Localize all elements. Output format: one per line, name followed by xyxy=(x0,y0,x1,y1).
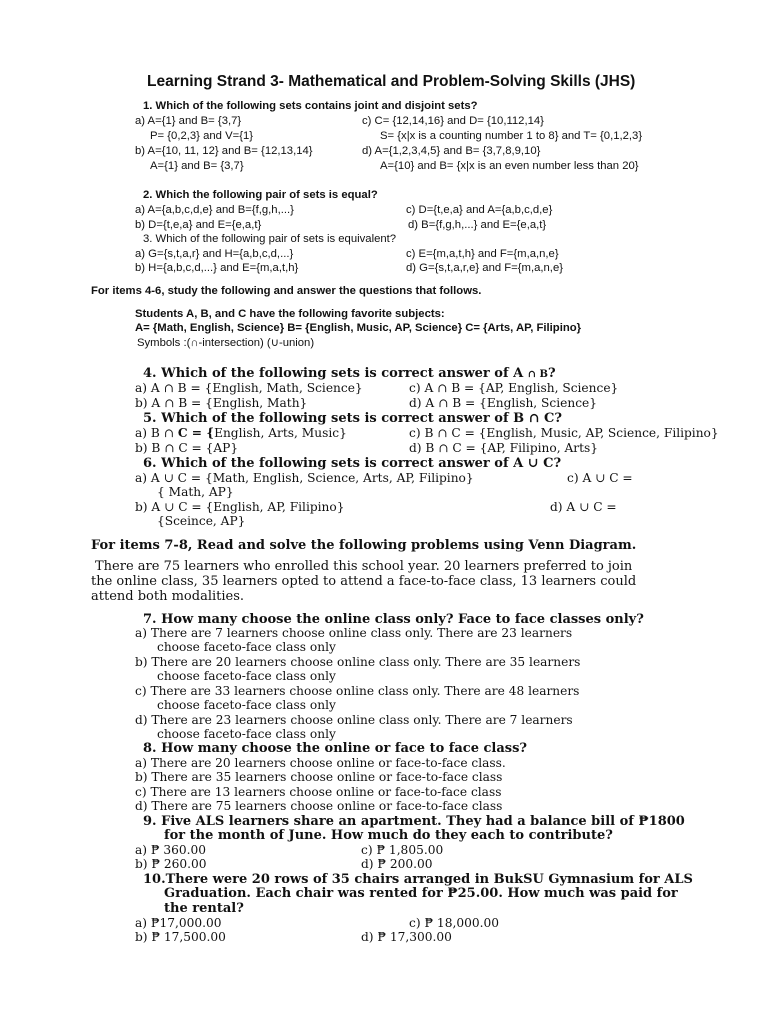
q4-stem-text: 4. Which of the following sets is correct answer of A xyxy=(143,366,528,381)
q5-option-a-rest: English, Arts, Music} xyxy=(214,426,347,440)
items-7-8-instruction: For items 7-8, Read and solve the following problems using Venn Diagram. xyxy=(91,538,637,553)
q8-option-c: c) There are 13 learners choose online or face-to-face class xyxy=(135,785,502,799)
q2-option-a: a) A={a,b,c,d,e} and B={f,g,h,...} xyxy=(135,204,294,216)
question-9-stem-line2: for the month of June. How much do they each to contribute? xyxy=(164,828,613,843)
q4-option-a: a) A ∩ B = {English, Math, Science} xyxy=(135,381,363,395)
q6-option-d: d) A ∪ C = xyxy=(550,500,617,514)
q5-option-a xyxy=(135,427,347,439)
problem-paragraph-line2: the online class, 35 learners opted to attend a face-to-face class, 13 learners could xyxy=(91,574,637,589)
q1-option-c-line2: S= {x|x is a counting number 1 to 8} and T= {0,1,2,3} xyxy=(380,130,643,142)
q2-option-d: d) B={f,g,h,...} and E={e,a,t} xyxy=(408,219,547,231)
question-1-stem: 1. Which of the following sets contains joint and disjoint sets? xyxy=(143,100,478,112)
q7-option-b-line1: b) There are 20 learners choose online class only. There are 35 learners xyxy=(135,655,581,669)
q4-stem-operator: ∩ B xyxy=(527,369,548,380)
q1-option-b-line2: A={1} and B= {3,7} xyxy=(150,160,244,172)
q5-option-a-prefix: a) B ∩ xyxy=(135,426,178,440)
q10-option-b: b) ₱ 17,500.00 xyxy=(135,930,226,944)
q2-option-b: b) D={t,e,a} and E={e,a,t} xyxy=(135,219,262,231)
q9-option-d: d) ₱ 200.00 xyxy=(361,857,433,871)
q3-option-c: c) E={m,a,t,h} and F={m,a,n,e} xyxy=(406,248,559,260)
q3-option-d: d) G={s,t,a,r,e} and F={m,a,n,e} xyxy=(406,262,564,274)
document-title: Learning Strand 3- Mathematical and Problem-Solving Skills (JHS) xyxy=(147,73,636,90)
question-3-stem: 3. Which of the following pair of sets is equivalent? xyxy=(143,233,397,245)
q6-option-b: b) A ∪ C = {English, AP, Filipino} xyxy=(135,500,345,514)
q9-option-c: c) ₱ 1,805.00 xyxy=(361,843,444,857)
question-5-stem: 5. Which of the following sets is correct answer of B ∩ C? xyxy=(143,411,562,426)
q9-option-b: b) ₱ 260.00 xyxy=(135,857,207,871)
q1-option-a-line1: a) A={1} and B= {3,7} xyxy=(135,115,242,127)
q5-option-b: b) B ∩ C = {AP} xyxy=(135,441,239,455)
q8-option-b: b) There are 35 learners choose online or face-to-face class xyxy=(135,770,503,784)
question-9-stem-line1: 9. Five ALS learners share an apartment. They had a balance bill of ₱1800 xyxy=(143,814,685,829)
question-8-stem: 8. How many choose the online or face to face class? xyxy=(143,741,528,756)
question-4-stem xyxy=(143,367,556,380)
q10-option-a: a) ₱17,000.00 xyxy=(135,916,222,930)
q5-option-d: d) B ∩ C = {AP, Filipino, Arts} xyxy=(409,441,598,455)
problem-paragraph-line1: There are 75 learners who enrolled this school year. 20 learners preferred to join xyxy=(95,559,633,574)
q2-option-c: c) D={t,e,a} and A={a,b,c,d,e} xyxy=(406,204,553,216)
q7-option-b-line2: choose faceto-face class only xyxy=(157,669,336,683)
q3-option-a: a) G={s,t,a,r} and H={a,b,c,d,...} xyxy=(135,248,294,260)
q7-option-d-line2: choose faceto-face class only xyxy=(157,727,336,741)
q6-option-c-continued: { Math, AP} xyxy=(157,485,234,499)
question-10-stem-line1: 10.There were 20 rows of 35 chairs arranged in BukSU Gymnasium for ALS xyxy=(143,872,693,887)
q5-option-c: c) B ∩ C = {English, Music, AP, Science, Filipino} xyxy=(409,426,719,440)
symbols-legend: Symbols :(∩-intersection) (∪-union) xyxy=(137,337,315,349)
q8-option-a: a) There are 20 learners choose online or face-to-face class. xyxy=(135,756,506,770)
question-10-stem-line2: Graduation. Each chair was rented for ₱25.00. How much was paid for xyxy=(164,886,678,901)
q3-option-b: b) H={a,b,c,d,...} and E={m,a,t,h} xyxy=(135,262,299,274)
q6-option-c: c) A ∪ C = xyxy=(567,471,633,485)
problem-paragraph-line3: attend both modalities. xyxy=(91,589,245,604)
q4-option-d: d) A ∩ B = {English, Science} xyxy=(409,396,597,410)
subject-sets: A= {Math, English, Science} B= {English, Music, AP, Science} C= {Arts, AP, Filipino} xyxy=(135,322,582,334)
students-intro: Students A, B, and C have the following favorite subjects: xyxy=(135,308,445,320)
question-6-stem: 6. Which of the following sets is correct answer of A ∪ C? xyxy=(143,456,562,471)
question-2-stem: 2. Which the following pair of sets is equal? xyxy=(143,189,378,201)
q1-option-b-line1: b) A={10, 11, 12} and B= {12,13,14} xyxy=(135,145,313,157)
items-4-6-instruction: For items 4-6, study the following and answer the questions that follows. xyxy=(91,285,482,297)
q1-option-a-line2: P= {0,2,3} and V={1} xyxy=(150,130,254,142)
q5-option-a-bold: C = { xyxy=(177,426,215,440)
q7-option-a-line2: choose faceto-face class only xyxy=(157,640,336,654)
q4-option-c: c) A ∩ B = {AP, English, Science} xyxy=(409,381,619,395)
q7-option-d-line1: d) There are 23 learners choose online class only. There are 7 learners xyxy=(135,713,573,727)
q1-option-d-line1: d) A={1,2,3,4,5} and B= {3,7,8,9,10} xyxy=(362,145,541,157)
q10-option-c: c) ₱ 18,000.00 xyxy=(409,916,499,930)
q6-option-a: a) A ∪ C = {Math, English, Science, Arts, AP, Filipino} xyxy=(135,471,474,485)
q4-option-b: b) A ∩ B = {English, Math} xyxy=(135,396,308,410)
question-7-stem: 7. How many choose the online class only? Face to face classes only? xyxy=(143,612,644,627)
q10-option-d: d) ₱ 17,300.00 xyxy=(361,930,452,944)
question-10-stem-line3: the rental? xyxy=(164,901,244,916)
q7-option-c-line2: choose faceto-face class only xyxy=(157,698,336,712)
q8-option-d: d) There are 75 learners choose online or face-to-face class xyxy=(135,799,503,813)
q1-option-c-line1: c) C= {12,14,16} and D= {10,112,14} xyxy=(362,115,544,127)
q7-option-c-line1: c) There are 33 learners choose online class only. There are 48 learners xyxy=(135,684,580,698)
q4-stem-mark: ? xyxy=(548,366,556,381)
q9-option-a: a) ₱ 360.00 xyxy=(135,843,207,857)
q1-option-d-line2: A={10} and B= {x|x is an even number less than 20} xyxy=(380,160,639,172)
q7-option-a-line1: a) There are 7 learners choose online class only. There are 23 learners xyxy=(135,626,573,640)
q6-option-d-continued: {Sceince, AP} xyxy=(157,514,246,528)
